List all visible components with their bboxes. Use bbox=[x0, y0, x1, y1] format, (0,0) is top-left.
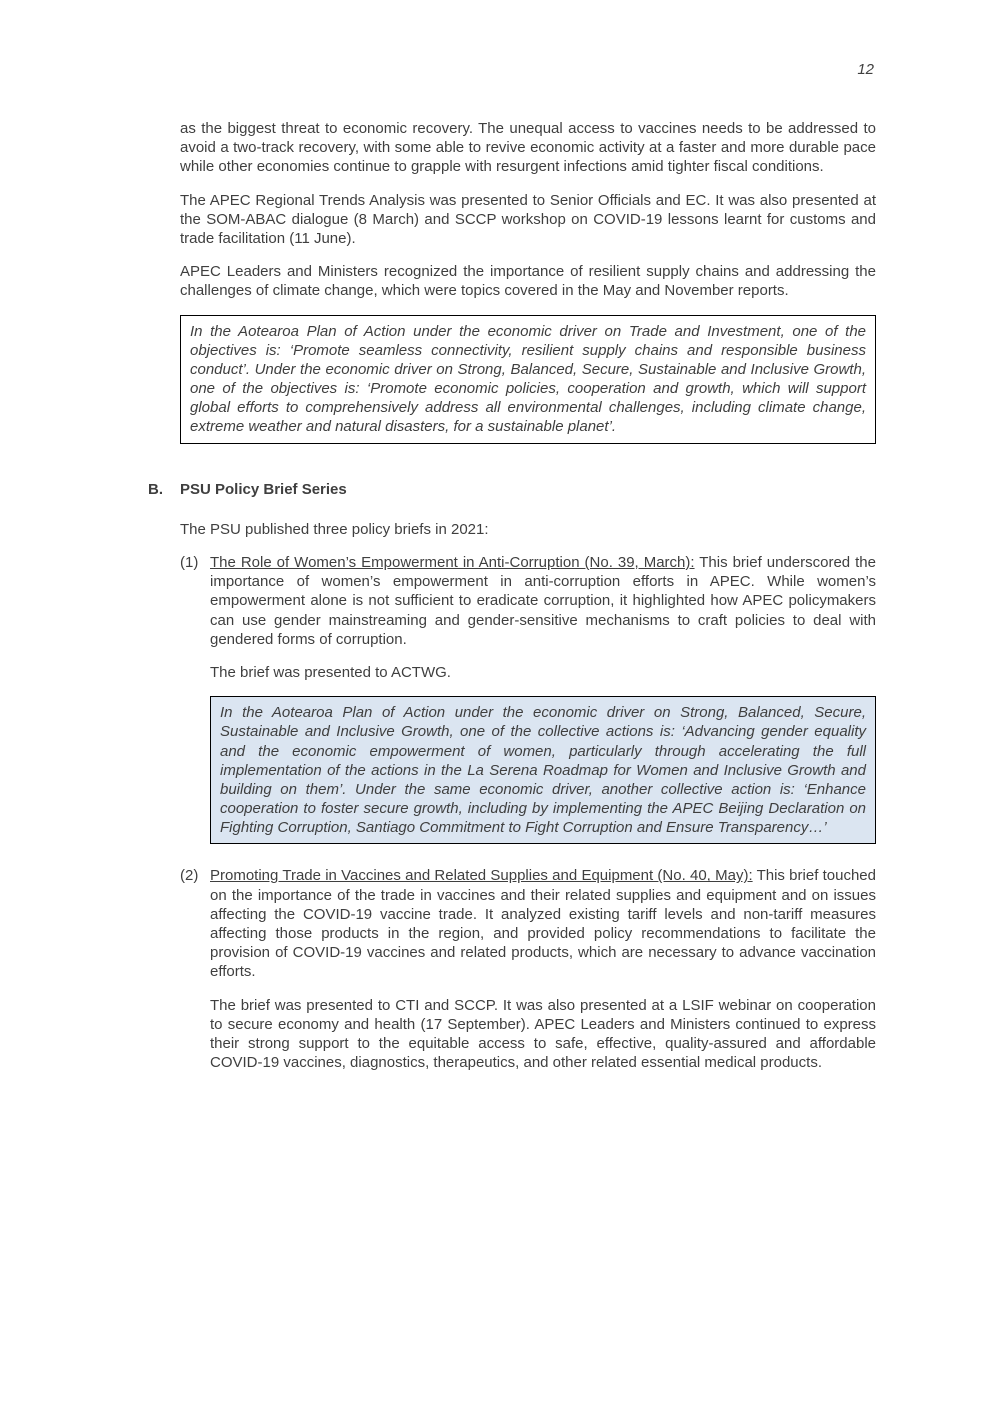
quote-box-gender-equality bbox=[210, 696, 876, 844]
policy-brief-1-text: This brief underscored the importance of women’s empowerment in anti-corruption efforts in APEC. While women’s empowerment alone is not sufficient to eradicate corruption, it highlighted how APEC policymakers can use gender mainstreaming and gender-sensitive mechanisms to craft policies to deal with gendered forms of corruption. bbox=[210, 554, 876, 648]
policy-brief-1-title: The Role of Women’s Empowerment in Anti-Corruption (No. 39, March): bbox=[210, 554, 695, 571]
paragraph-leaders-ministers: APEC Leaders and Ministers recognized the importance of resilient supply chains and addressing the challenges of climate change, which were topics covered in the May and November reports. bbox=[180, 263, 876, 300]
paragraph-economic-recovery: as the biggest threat to economic recovery. The unequal access to vaccines needs to be addressed to avoid a two-track recovery, with some able to revive economic activity at a faster and more durable pace while other economies continue to grapple with resurgent infections amid tighter fiscal conditions. bbox=[180, 120, 876, 176]
quote-box-trade-investment bbox=[180, 315, 876, 444]
section-title: PSU Policy Brief Series bbox=[180, 480, 347, 498]
policy-brief-1-body-wrap bbox=[210, 553, 876, 866]
policy-brief-2-text: This brief touched on the importance of the trade in vaccines and their related supplies and equipment and on issues affecting the COVID-19 vaccine trade. It analyzed existing tariff levels and non-tariff measures affecting those products in the region, and provided policy recommendations to facilitate the provision of COVID-19 vaccines and related products, which are necessary to advance vaccination efforts. bbox=[210, 867, 876, 981]
section-heading-psu-policy-brief bbox=[148, 480, 876, 499]
policy-brief-2-number: (2) bbox=[180, 867, 199, 885]
policy-brief-2-body-wrap bbox=[210, 866, 876, 1086]
quote-box-gender-equality-text: In the Aotearoa Plan of Action under the economic driver on Strong, Balanced, Secure, Sustainable and Inclusive Growth, one of the collective actions is: ‘Advancing gender equality and the economic empowerment of women, particularly through accelerating the full implementation of the actions in the La Serena Roadmap for Women and Inclusive Growth and building on them’. Under the same economic driver, another collective action is: ‘Enhance cooperation to foster secure growth, including by implementing the APEC Beijing Declaration on Fighting Corruption, Santiago Commitment to Fight Corruption and Ensure Transparency…’ bbox=[220, 704, 866, 837]
policy-brief-2-followup: The brief was presented to CTI and SCCP. It was also presented at a LSIF webinar on cooperation to secure economy and health (17 September). APEC Leaders and Ministers continued to express their strong support to the equitable access to safe, effective, quality-assured and affordable COVID-19 vaccines, diagnostics, therapeutics, and other related essential medical products. bbox=[210, 996, 876, 1072]
section-intro: The PSU published three policy briefs in 2021: bbox=[180, 520, 489, 538]
page-number: 12 bbox=[857, 61, 874, 78]
policy-brief-item-2 bbox=[180, 866, 876, 1086]
policy-brief-2-paragraph bbox=[210, 866, 876, 981]
policy-brief-2-title: Promoting Trade in Vaccines and Related Supplies and Equipment (No. 40, May): bbox=[210, 867, 753, 885]
quote-box-trade-investment-text: In the Aotearoa Plan of Action under the economic driver on Trade and Investment, one of the objectives is: ‘Promote seamless connectivity, resilient supply chains and responsible business conduct’. Under the economic driver on Strong, Balanced, Secure, Sustainable and Inclusive Growth, one of the objectives is: ‘Promote economic policies, cooperation and growth, which will support global efforts to comprehensively address all environmental challenges, including climate change, extreme weather and natural disasters, for a sustainable planet’. bbox=[190, 322, 866, 436]
policy-brief-1-number: (1) bbox=[180, 554, 199, 571]
paragraph-regional-trends: The APEC Regional Trends Analysis was presented to Senior Officials and EC. It was also presented at the SOM-ABAC dialogue (8 March) and SCCP workshop on COVID-19 lessons learnt for customs and trade facilitation (11 June). bbox=[180, 191, 876, 247]
policy-brief-1-followup: The brief was presented to ACTWG. bbox=[210, 663, 451, 681]
policy-brief-1-paragraph bbox=[210, 553, 876, 649]
section-label: B. bbox=[148, 480, 163, 498]
page-content bbox=[148, 119, 876, 1086]
policy-brief-item-1 bbox=[180, 553, 876, 866]
